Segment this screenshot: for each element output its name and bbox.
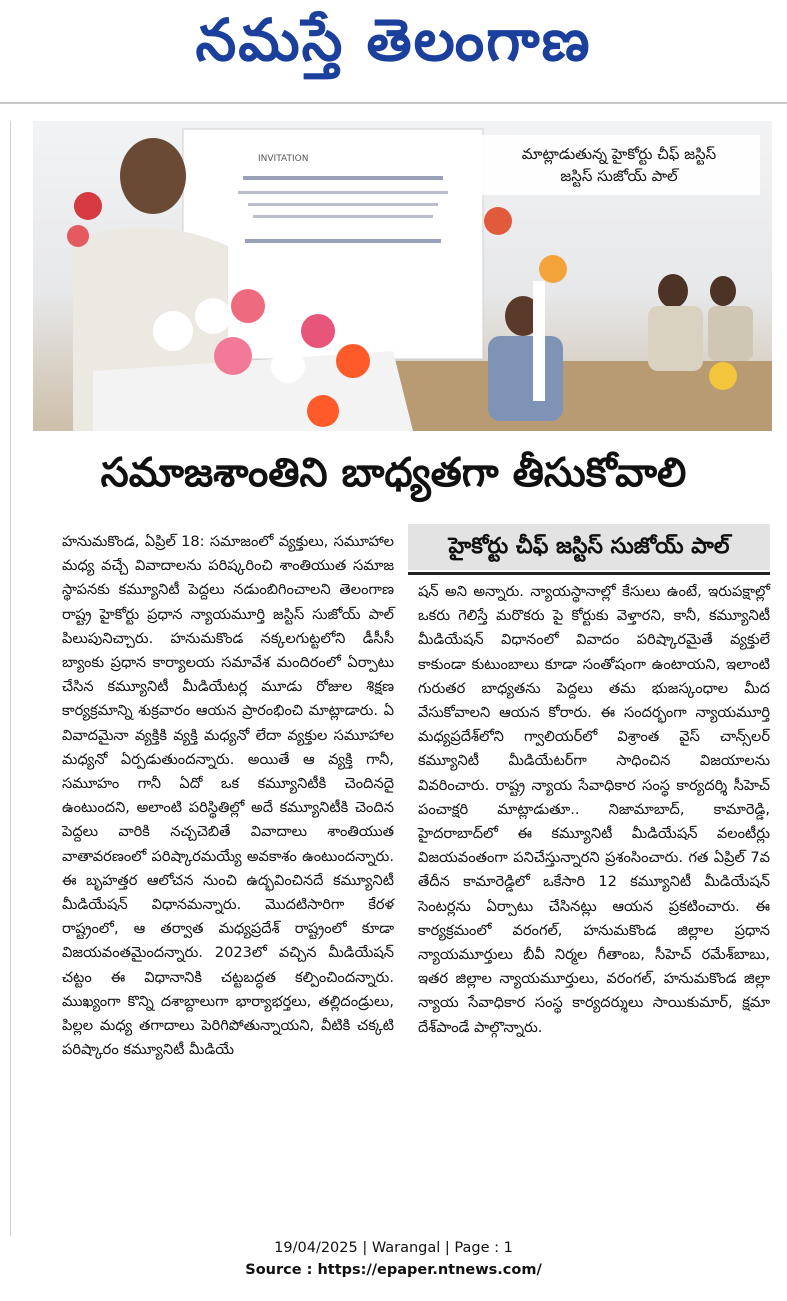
slide-line [238,191,448,194]
article-column-right [418,580,770,1040]
flower-white [265,303,301,339]
masthead-rule [0,102,787,104]
flower-orange [307,395,339,427]
article-headline: సమాజశాంతిని బాధ్యతగా తీసుకోవాలి [100,450,687,496]
flower-pink [231,289,265,323]
newspaper-title: నమస్తే తెలంగాణ [195,6,592,74]
guest-head [658,274,688,308]
pedestal [533,281,545,401]
masthead [0,0,787,104]
footer-date-edition: 19/04/2025 | Warangal | Page : 1 [274,1240,513,1256]
flower-white [195,298,231,334]
slide-line [253,215,433,218]
article-body-left: హనుమకొండ, ఏప్రిల్ 18: సమాజంలో వ్యక్తులు, సమూహాల మధ్య వచ్చే వివాదాలను పరిష్కరించి శాంతియుత సమాజ స్థాపనకు కమ్యూనిటీ పెద్దలు నడుంబిగించాలని తెలంగాణ రాష్ట్ర హైకోర్టు ప్రధాన న్యాయమూర్తి జస్టిస్ సుజోయ్ పాల్ పిలుపునిచ్చారు. హనుమకొండ నక్కలగుట్టలోని డీసీసీ బ్యాంకు ప్రధాన కార్యాలయ సమావేశ మందిరంలో ఏర్పాటు చేసిన కమ్యూనిటీ మీడియేటర్ల మూడు రోజుల శిక్షణ కార్యక్రమాన్ని శుక్రవారం ఆయన ప్రారంభించి మాట్లాడారు. ఏ వివాదమైనా వ్యక్తికి వ్యక్తి మధ్యనో లేదా వ్యక్తుల సమూహాల మధ్యనో ఏర్పడుతుందన్నారు. అయితే ఆ వ్యక్తి గానీ, సమూహం గానీ ఏదో ఒక కమ్యూనిటీకి చెందినదై ఉంటుందని, అలాంటి పరిస్థితిల్లో అదే కమ్యూనిటీకి చెందిన పెద్దలు వారికి నచ్చచెబితే వివాదాలు శాంతియుత వాతావరణంలో పరిష్కారమయ్యే అవకాశం ఉంటుందన్నారు. ఈ బృహత్తర ఆలోచన నుంచి ఉద్భవించినదే కమ్యూనిటీ మీడియేషన్ విధానమన్నారు. మొదటిసారిగా కేరళ రాష్ట్రంలో, ఆ తర్వాత మధ్యప్రదేశ్ రాష్ట్రంలో కూడా విజయవంతమైందన్నారు. 2023లో వచ్చిన మీడియేషన్ చట్టం ఈ విధానానికి చట్టబద్ధత కల్పించిందన్నారు. ముఖ్యంగా కొన్ని దశాబ్దాలుగా భార్యాభర్తలు, తల్లిదండ్రులు, పిల్లల మధ్య తగాదాలు పెరిగిపోతున్నాయని, వీటికి చక్కటి పరిష్కారం కమ్యూనిటీ మీడియే [62,533,394,1059]
photo-caption-line: మాట్లాడుతున్న హైకోర్టు చీఫ్ జస్టిస్ [521,145,717,163]
flower-red [67,225,89,247]
guest-body [648,306,703,371]
slide-heading: INVITATION [258,154,309,164]
subhead-underline [408,572,770,575]
flower-white [153,311,193,351]
guest-head [710,276,736,306]
article-body-right: షన్ అని అన్నారు. న్యాయస్థానాల్లో కేసులు ఉంటే, ఇరుపక్షాల్లో ఒకరు గెలిస్తే మరొకరు పై కోర్టుకు వెళ్తారని, కానీ, కమ్యూనిటీ మీడియేషన్ విధానంలో వివాదం పరిష్కారమైతే వ్యక్తులే కాకుండా కుటుంబాలు కూడా సంతోషంగా ఉంటాయని, ఇలాంటి గురుతర బాధ్యతను పెద్దలు తమ భుజస్కంధాల మీద వేసుకోవాలని ఆయన కోరారు. ఈ సందర్భంగా న్యాయమూర్తి మధ్యప్రదేశ్‌లోని గ్వాలియర్‌లో విశ్రాంత వైస్ చాన్స్‌లర్ కమ్యూనిటీ మీడియేటర్‌గా సాధించిన విజయాలను వివరించారు. రాష్ట్ర న్యాయ సేవాధికార సంస్థ కార్యదర్శి సీహెచ్ పంచాక్షరి మాట్లాడుతూ.. నిజామాబాద్, కామారెడ్డి, హైదరాబాద్‌లో ఈ కమ్యూనిటీ మీడియేషన్ వలంటీర్లు విజయవంతంగా పనిచేస్తున్నారని ప్రశంసించారు. గత ఏప్రిల్ 7వ తేదీన కామారెడ్డిలో ఒకేసారి 12 కమ్యూనిటీ మీడియేషన్ సెంటర్లను ఏర్పాటు చేసినట్లు ఆయన ప్రకటించారు. ఈ కార్యక్రమంలో వరంగల్, హనుమకొండ జిల్లాల ప్రధాన న్యాయమూర్తులు బీవీ నిర్మల గీతాంబ, సీహెచ్ రమేశ్‌బాబు, ఇతర జిల్లాల న్యాయమూర్తులు, వరంగల్, హనుమకొండ జిల్లా న్యాయ సేవాధికార సంస్థ కార్యదర్శులు సాయికుమార్, క్షమా దేశ్‌పాండే పాల్గొన్నారు. [418,583,770,1036]
news-photo [33,121,772,431]
flower-red [74,192,102,220]
slide-line [243,176,443,180]
photo-caption-line: జస్టిస్ సుజోయ్ పాల్ [560,167,678,185]
flower-pink [301,314,335,348]
flower-pink [214,337,252,375]
article-column-left [62,530,394,1062]
flower-orange [336,344,370,378]
footer-source: Source : https://epaper.ntnews.com/ [245,1262,542,1278]
article-subhead: హైకోర్టు చీఫ్ జస్టిస్ సుజోయ్ పాల్ [408,524,770,570]
slide-line [245,239,441,243]
flower-white [271,349,305,383]
guest-body [708,306,753,361]
photo-caption [478,135,760,195]
guest-body [488,336,563,421]
speaker-head [120,138,186,214]
bouquet [709,362,737,390]
page-edge-divider [10,121,11,1236]
slide-line [248,203,438,206]
bouquet [484,207,512,235]
bouquet [539,255,567,283]
